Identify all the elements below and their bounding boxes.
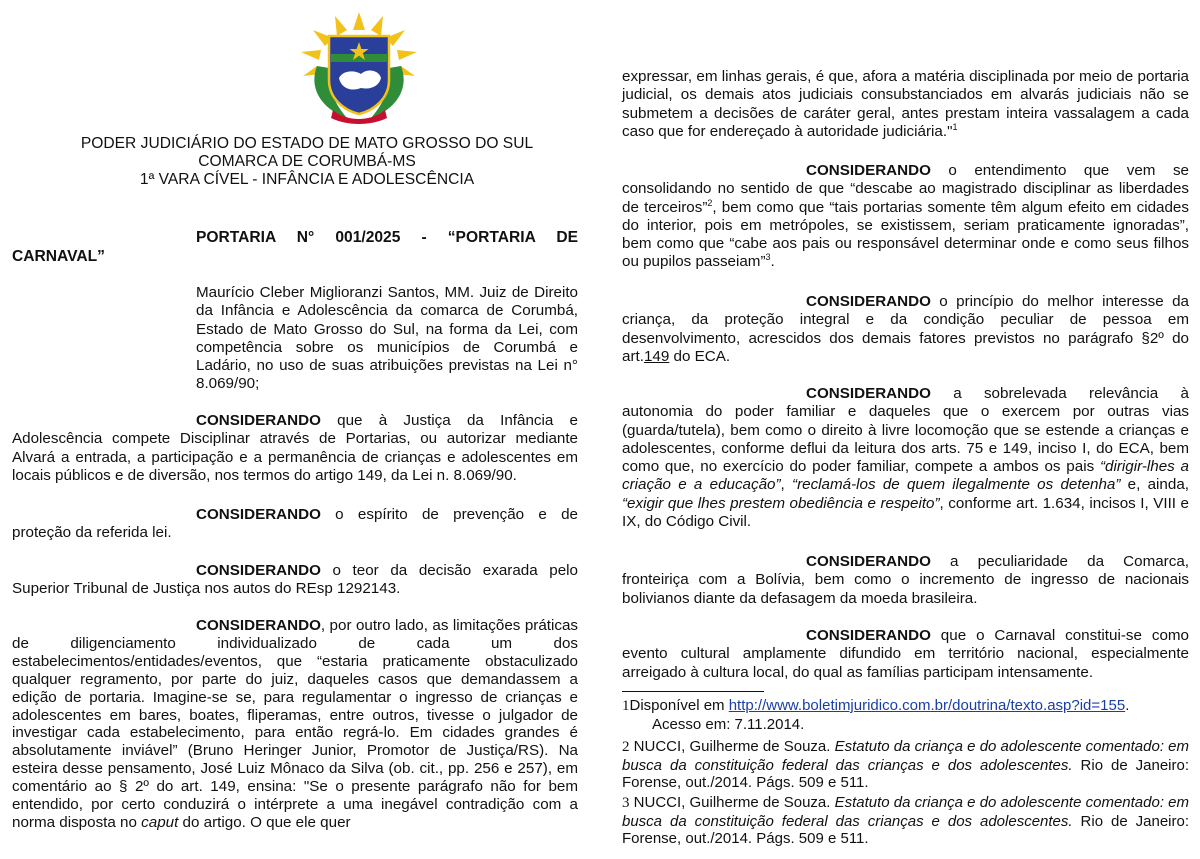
footnote-author: NUCCI, Guilherme de Souza. [629,794,835,811]
paragraph-text-end: do artigo. O que ele quer [178,813,351,831]
portaria-title: PORTARIA N° 001/2025 - “PORTARIA DE CARNAVAL” [12,229,578,265]
considerando-label: CONSIDERANDO [196,562,321,579]
considerando-label: CONSIDERANDO [806,385,931,402]
considerando-paragraph-9 [622,627,1189,682]
footnote-number: 2 [622,739,630,755]
header-line-1: PODER JUDICIÁRIO DO ESTADO DE MATO GROSSO DO SUL [80,135,534,152]
considerando-paragraph-5 [622,162,1189,272]
footnote-book-title: Estatuto da criança e do adolescente comentado: em busca da constituição federal das crianças e dos adolescentes. [622,794,1190,830]
paragraph-text-end: , conforme art. 1.634, incisos I, VIII e IX, do Código Civil. [622,494,1189,531]
footnote-2 [622,738,1189,792]
considerando-paragraph-1 [12,412,578,485]
considerando-paragraph-8 [622,553,1189,608]
quote-continuation [622,68,1189,141]
paragraph-text: o entendimento que vem se consolidando no sentido de que “descabe ao magistrado disciplinar as liberdades de terceiros” [622,162,1189,216]
footnote-ref-3: 3 [765,252,771,263]
footnote-divider [622,691,764,692]
footnote-1 [622,697,1189,733]
considerando-label: CONSIDERANDO [806,627,931,644]
considerando-paragraph-3 [12,562,578,599]
footnote-publisher: Rio de Janeiro: Forense, out./2014. Págs. 509 e 511. [622,812,1190,847]
paragraph-text-2: , [780,476,793,494]
considerando-label: CONSIDERANDO [196,617,321,634]
footnote-label: Disponível em [629,697,729,714]
considerando-label: CONSIDERANDO [806,162,931,179]
paragraph-text: o espírito de prevenção e de proteção da referida lei. [12,506,578,542]
considerando-label: CONSIDERANDO [196,506,321,523]
quote-italic-3: “exigir que lhes prestem obediência e respeito” [622,494,940,512]
considerando-paragraph-4 [12,617,578,832]
footnote-book-title: Estatuto da criança e do adolescente comentado: em busca da constituição federal das crianças e dos adolescentes. [622,738,1190,774]
paragraph-text: o princípio do melhor interesse da criança, da proteção integral e da condição peculiar de pessoa em desenvolvimento, acrescidos dos demais fatores previstos no parágrafo §2º do art. [622,293,1189,365]
footnote-number: 1 [622,698,630,714]
header-line-3: 1ª VARA CÍVEL - INFÂNCIA E ADOLESCÊNCIA [139,171,475,188]
footnote-ref-2: 2 [707,197,713,208]
considerando-paragraph-7 [622,385,1189,531]
considerando-label: CONSIDERANDO [806,293,931,310]
judge-intro: Maurício Cleber Miglioranzi Santos, MM. Juiz de Direito da Infância e Adolescência da comarca de Corumbá, Estado de Mato Grosso do Sul, na forma da Lei, com competência sobre os municípios de Corumbá e Ladário, no uso de suas atribuições previstas na Lei n° 8.069/90; [196,284,578,393]
paragraph-text: que o Carnaval constitui-se como evento cultural amplamente difundido em território nacional, especialmente arreigado à cultura local, do qual as famílias participam intensamente. [622,627,1189,681]
court-header [52,135,562,189]
footnote-access-date: Acesso em: 7.11.2014. [652,715,805,733]
footnote-author: NUCCI, Guilherme de Souza. [629,738,835,755]
paragraph-text: o teor da decisão exarada pelo Superior Tribunal de Justiça nos autos do REsp 1292143. [12,562,578,598]
paragraph-text: que à Justiça da Infância e Adolescência compete Disciplinar através de Portarias, ou autorizar mediante Alvará a entrada, a participação e a permanência de crianças e adolescentes em locais públicos e de diversão, nos termos do artigo 149, da Lei n. 8.069/90. [12,412,578,484]
quote-italic-1: “dirigir-lhes a criação e a educação” [622,458,1189,494]
footnote-tail: . [1125,697,1130,714]
header-line-2: COMARCA DE CORUMBÁ-MS [198,153,416,170]
paragraph-text-end: . [770,253,775,271]
article-149-link[interactable]: 149 [643,347,670,365]
considerando-paragraph-2 [12,506,578,543]
paragraph-text-3: e, ainda, [1120,476,1189,494]
footnote-ref-1: 1 [952,121,958,132]
considerando-label: CONSIDERANDO [196,412,321,429]
paragraph-text: a peculiaridade da Comarca, fronteiriça com a Bolívia, bem como o incremento de ingresso de nacionais bolivianos diante da defasagem da moeda brasileira. [622,553,1189,607]
footnote-publisher: Rio de Janeiro: Forense, out./2014. Págs. 509 e 511. [622,756,1190,791]
considerando-paragraph-6 [622,293,1189,366]
considerando-label: CONSIDERANDO [806,553,931,570]
paragraph-text: a sobrelevada relevância à autonomia do poder familiar e daqueles que o exercem por outras vias (guarda/tutela), bem como o direito à livre locomoção que se estende a crianças e adolescentes, conforme deflui da leitura dos arts. 75 e 149, inciso I, do ECA, bem como que, no exercício do poder familiar, compete a ambos os pais [622,385,1189,476]
coat-of-arms-icon [295,6,423,126]
caput-term: caput [141,813,179,831]
footnote-number: 3 [622,795,630,811]
boletim-juridico-link[interactable]: http://www.boletimjuridico.com.br/doutrina/texto.asp?id=155 [728,697,1126,714]
paragraph-text: , por outro lado, as limitações práticas de diligenciamento individualizado de cada um dos estabelecimentos/entidades/eventos, que “estaria praticamente obstaculizado qualquer regramento, por parte do juiz, daqueles casos que demandassem a edição de portaria. Imagine-se se, para regulamentar o ingresso de crianças e adolescentes em bares, boates, fliperamas, entre outros, tivesse o julgador de investigar cada estabelecimento, para então regrá-lo. Em cidades grandes é absolutamente inviável” (Bruno Heringer Junior, Promotor de Justiça/RS). Na esteira desse pensamento, José Luiz Mônaco da Silva (ob. cit., pp. 256 e 257), em comentário ao § 2º do art. 149, ensina: "Se o presente parágrafo não for bem entendido, por certo conduzirá o intérprete a uma inegável contradição com a norma disposta no [12,617,578,831]
paragraph-text: expressar, em linhas gerais, é que, afora a matéria disciplinada por meio de portaria judicial, os demais atos judiciais consubstanciados em alvarás judiciais não se submetem a decisões de caráter geral, antes prestam inteira vassalagem a cada caso que for endereçado à autoridade judiciária." [622,68,1189,140]
footnote-3 [622,794,1189,848]
quote-italic-2: “reclamá-los de quem ilegalmente os detenha” [792,476,1121,494]
paragraph-text-mid: , bem como que “tais portarias somente têm algum efeito em cidades do interior, pois em metrópoles, se existissem, seriam praticamente ignoradas”, bem como que “cabe aos pais ou responsável determinar onde e como seus filhos ou pupilos passeiam” [622,198,1189,271]
paragraph-text-end: do ECA. [669,347,731,365]
